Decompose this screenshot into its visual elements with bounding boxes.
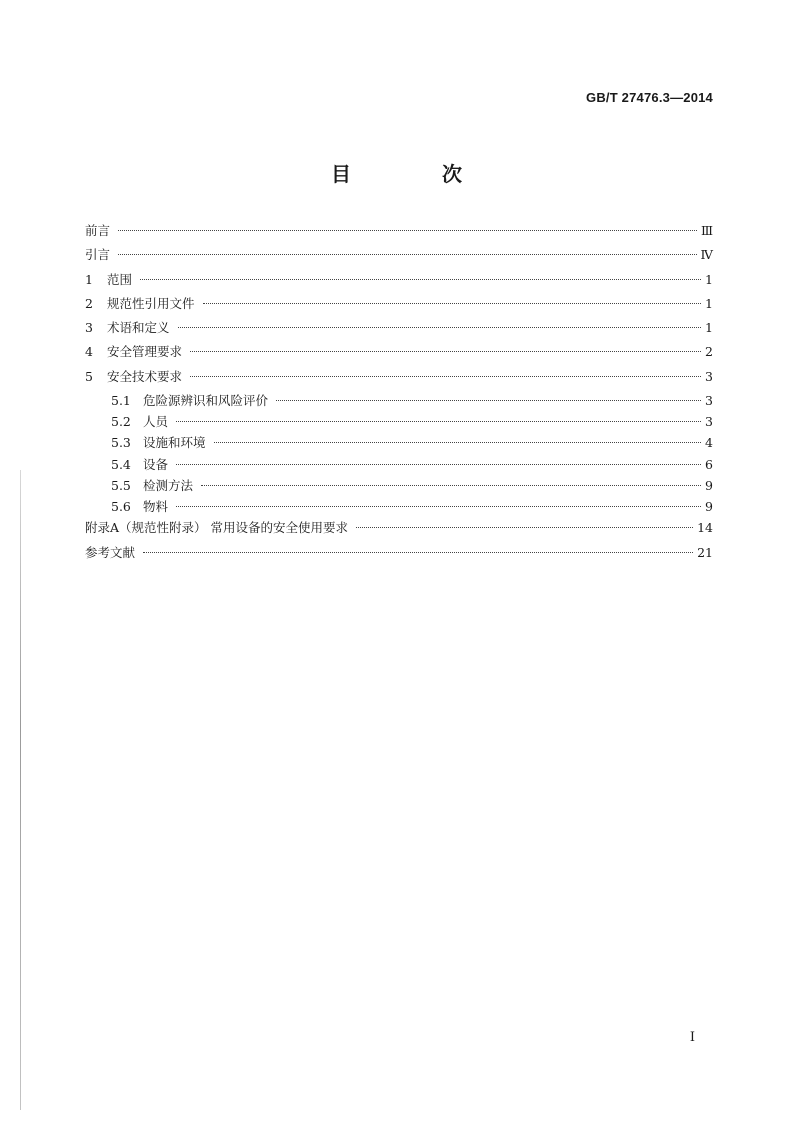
dot-leader <box>176 464 701 465</box>
toc-entry-personnel[interactable] <box>85 413 713 434</box>
toc-entry-safety-management[interactable] <box>85 343 713 367</box>
toc-entry-safety-technical[interactable] <box>85 368 713 392</box>
dot-leader <box>176 421 701 422</box>
toc-section-number: 1 <box>85 271 93 287</box>
toc-page-number: 21 <box>697 544 713 560</box>
page-title: 目 次 <box>331 162 504 186</box>
toc-entry-hazard-identification[interactable] <box>85 392 713 413</box>
toc-section-number: 5.4 <box>111 456 131 472</box>
toc-label: 危险源辨识和风险评价 <box>143 393 269 409</box>
toc-page-number: 3 <box>705 368 713 384</box>
toc-page-number: 9 <box>705 499 713 515</box>
toc-entry-equipment[interactable] <box>85 456 713 477</box>
toc-section-number: 3 <box>85 320 93 336</box>
toc-page-number: 14 <box>697 520 713 536</box>
toc-page-number: 1 <box>705 320 713 336</box>
standard-code: GB/T 27476.3—2014 <box>586 90 713 105</box>
table-of-contents <box>85 222 713 568</box>
toc-label: 参考文献 <box>85 544 136 560</box>
dot-leader <box>201 485 701 486</box>
toc-entry-annex-a[interactable] <box>85 519 713 543</box>
toc-page-number: 1 <box>705 295 713 311</box>
toc-section-number: 5.3 <box>111 435 131 451</box>
toc-page-number: 1 <box>705 271 713 287</box>
toc-entry-terms-definitions[interactable] <box>85 319 713 343</box>
dot-leader <box>143 552 693 553</box>
toc-entry-bibliography[interactable] <box>85 544 713 568</box>
toc-section-number: 4 <box>85 344 93 360</box>
toc-entry-scope[interactable] <box>85 271 713 295</box>
dot-leader <box>356 527 693 528</box>
toc-section-number: 5.5 <box>111 477 131 493</box>
toc-label: 引言 <box>85 247 111 263</box>
toc-section-number: 5 <box>85 368 93 384</box>
toc-label: 规范性引用文件 <box>107 295 195 311</box>
toc-label: 范围 <box>107 271 133 287</box>
toc-page-number: 2 <box>705 344 713 360</box>
dot-leader <box>178 327 701 328</box>
dot-leader <box>118 230 697 231</box>
toc-page-number: 4 <box>705 435 713 451</box>
toc-page-number: Ⅳ <box>700 247 713 263</box>
dot-leader <box>176 506 701 507</box>
toc-label: 术语和定义 <box>107 320 170 336</box>
toc-entry-test-methods[interactable] <box>85 477 713 498</box>
toc-page-number: 6 <box>705 456 713 472</box>
toc-entry-introduction[interactable] <box>85 246 713 270</box>
toc-entry-facilities-environment[interactable] <box>85 434 713 455</box>
toc-page-number: Ⅲ <box>700 223 713 238</box>
toc-section-number: 5.1 <box>111 393 131 409</box>
toc-label: 物料 <box>143 499 169 515</box>
toc-label: 设施和环境 <box>143 435 206 451</box>
toc-page-number: 3 <box>705 414 713 430</box>
dot-leader <box>190 376 701 377</box>
toc-label: 安全技术要求 <box>107 368 183 384</box>
dot-leader <box>190 351 701 352</box>
toc-label: 检测方法 <box>143 477 194 493</box>
dot-leader <box>140 279 701 280</box>
toc-page-number: 3 <box>705 393 713 409</box>
dot-leader <box>214 442 701 443</box>
toc-label: 安全管理要求 <box>107 344 183 360</box>
toc-label: 附录A（规范性附录） 常用设备的安全使用要求 <box>85 520 349 536</box>
scan-edge-line <box>20 470 21 1110</box>
dot-leader <box>118 254 696 255</box>
dot-leader <box>203 303 701 304</box>
toc-page-number: 9 <box>705 477 713 493</box>
toc-entry-materials[interactable] <box>85 498 713 519</box>
toc-entry-foreword[interactable] <box>85 222 713 246</box>
toc-label: 设备 <box>143 456 169 472</box>
toc-section-number: 5.6 <box>111 499 131 515</box>
toc-section-number: 2 <box>85 295 93 311</box>
dot-leader <box>276 400 701 401</box>
page-number: I <box>689 1030 695 1045</box>
toc-section-number: 5.2 <box>111 414 131 430</box>
toc-label: 人员 <box>143 414 169 430</box>
toc-entry-normative-references[interactable] <box>85 295 713 319</box>
toc-label: 前言 <box>85 223 111 238</box>
